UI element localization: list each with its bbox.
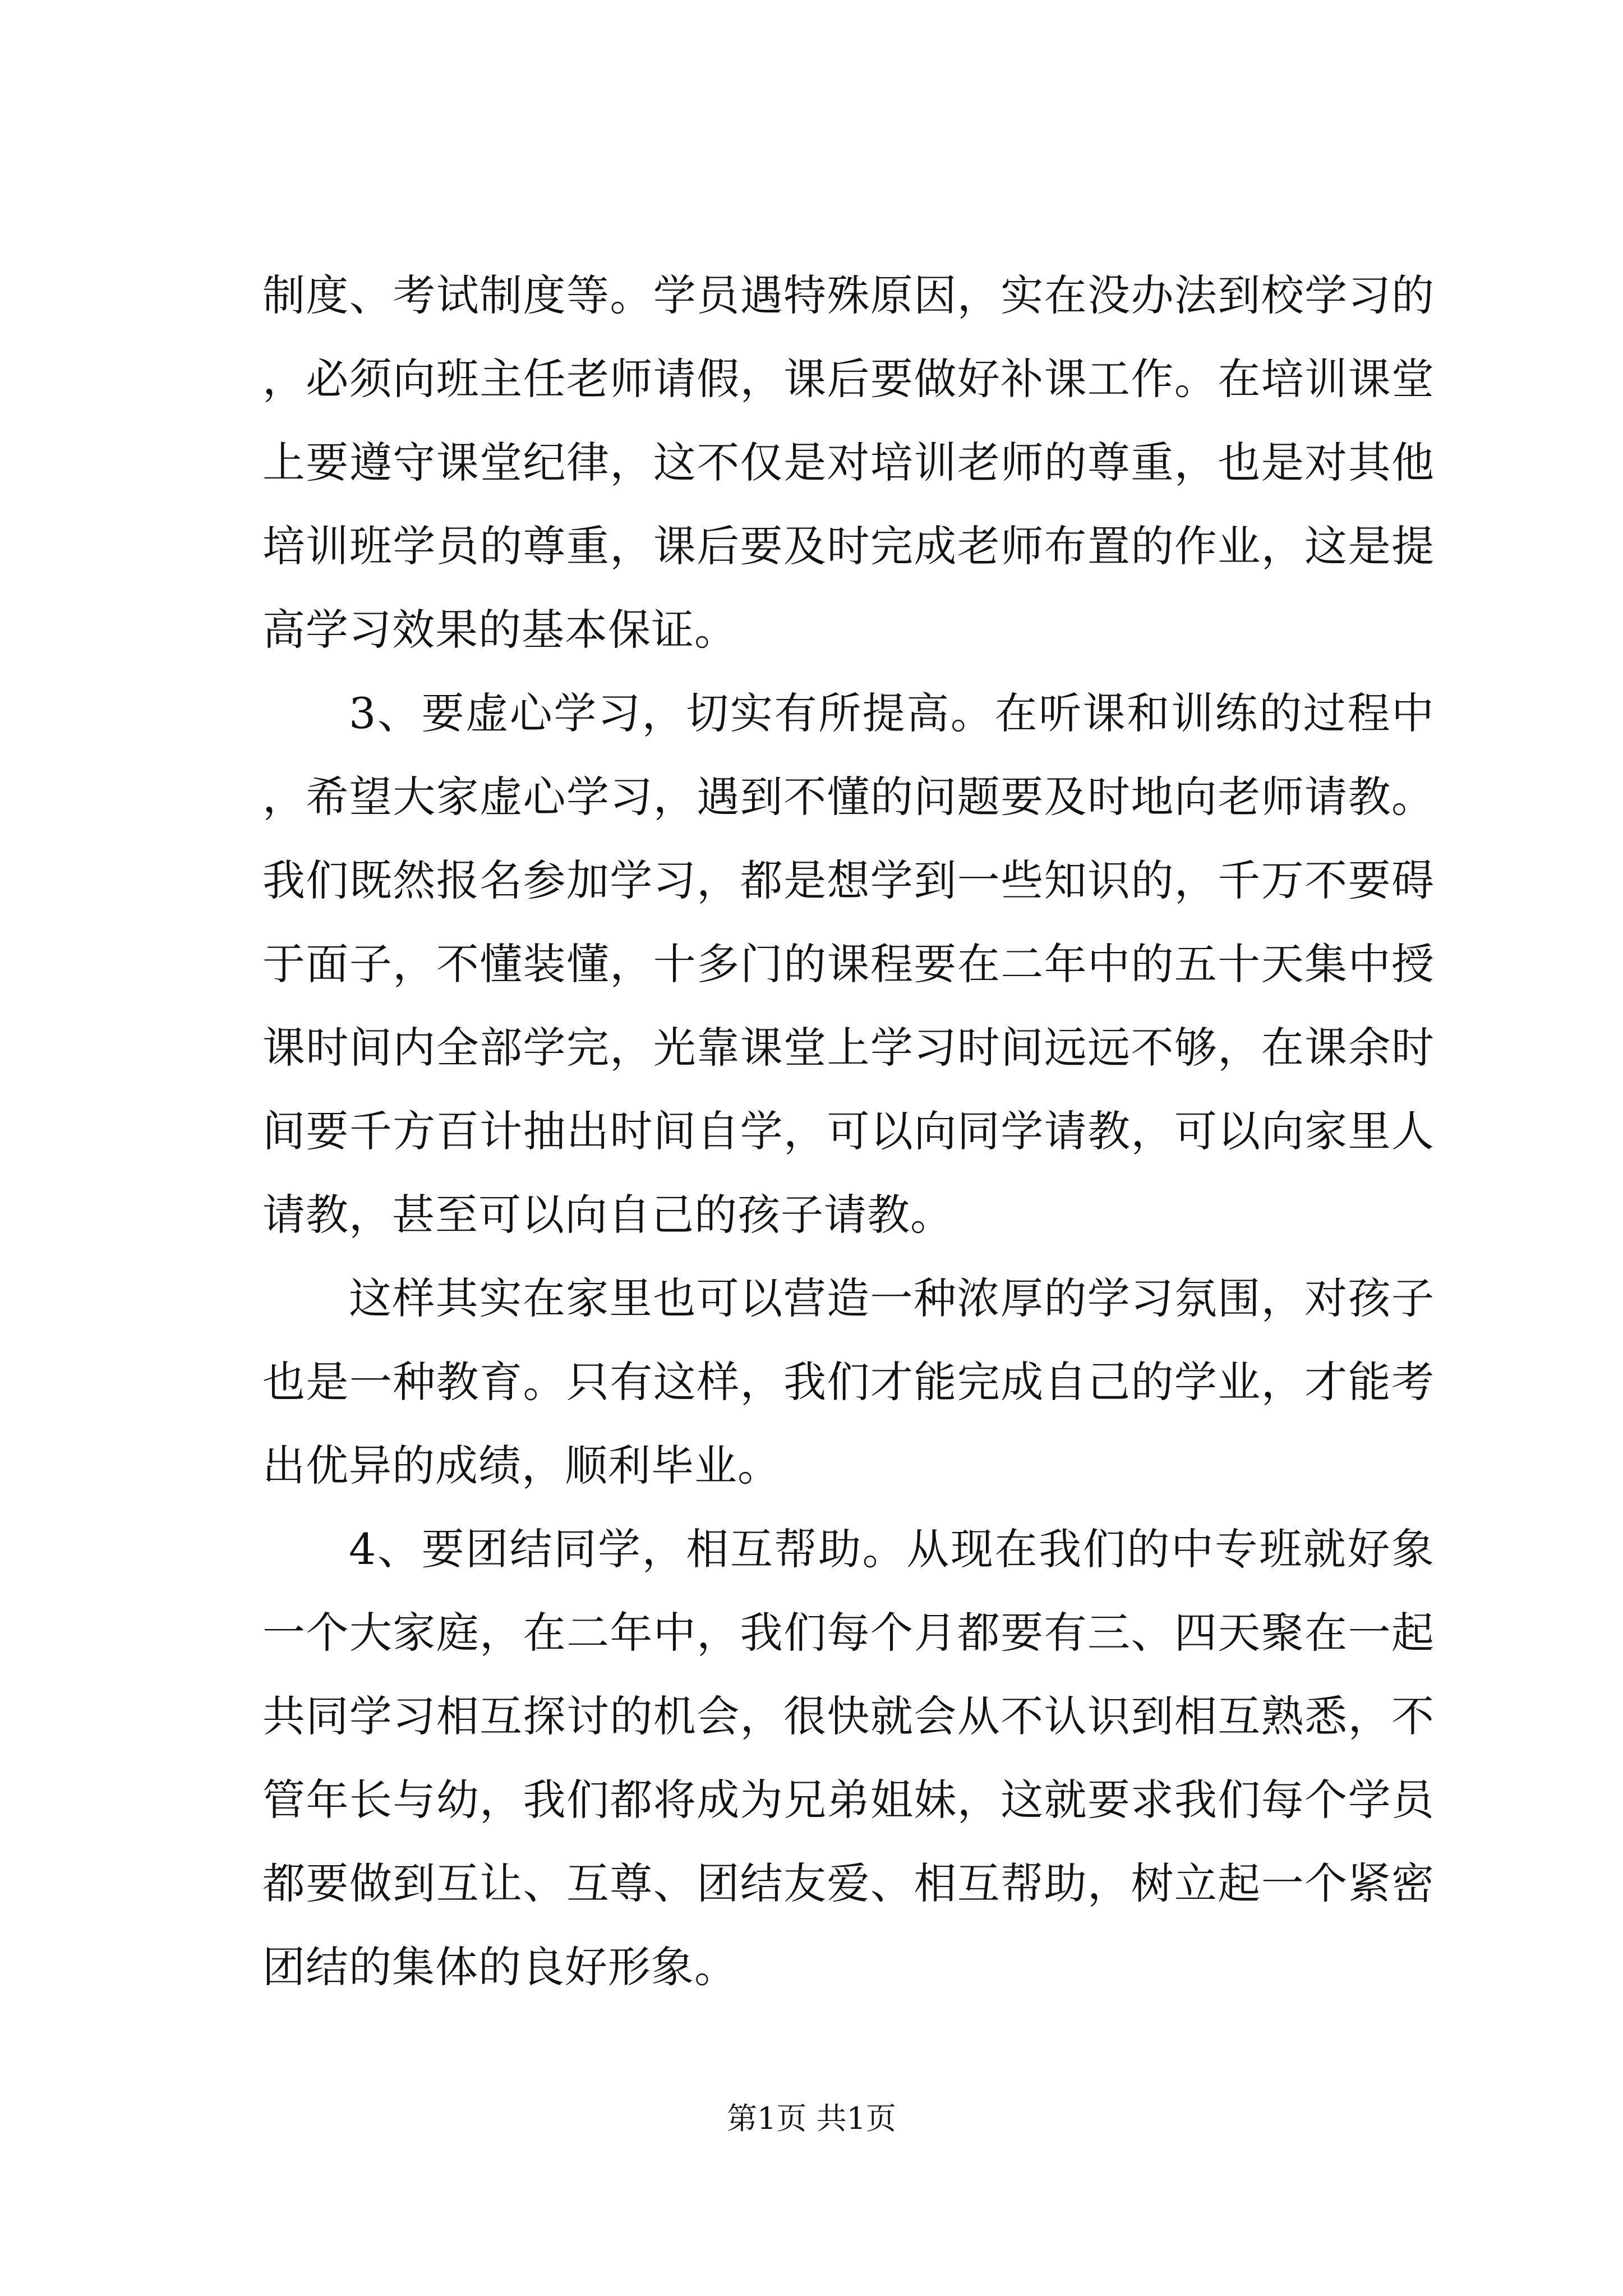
paragraph-item-3: 3、要虚心学习，切实有所提高。在听课和训练的过程中，希望大家虚心学习，遇到不懂的问题要及时地向老师请教。我们既然报名参加学习，都是想学到一些知识的，千万不要碍于面子，不懂装懂，十多门的课程要在二年中的五十天集中授课时间内全部学完，光靠课堂上学习时间远远不够，在课余时间要千方百计抽出时间自学，可以向同学请教，可以向家里人请教，甚至可以向自己的孩子请教。: [262, 688, 1435, 1240]
paragraph-note: 这样其实在家里也可以营造一种浓厚的学习氛围，对孩子也是一种教育。只有这样，我们才能完成自己的学业，才能考出优异的成绩，顺利毕业。: [262, 1273, 1435, 1490]
paragraph-continuation: 制度、考试制度等。学员遇特殊原因，实在没办法到校学习的，必须向班主任老师请假，课后要做好补课工作。在培训课堂上要遵守课堂纪律，这不仅是对培训老师的尊重，也是对其他培训班学员的尊重，课后要及时完成老师布置的作业，这是提高学习效果的基本保证。: [262, 270, 1435, 655]
page-footer: 第1页 共1页: [727, 2101, 896, 2136]
document-body: [262, 254, 1435, 2009]
paragraph-item-4: 4、要团结同学，相互帮助。从现在我们的中专班就好象一个大家庭，在二年中，我们每个月都要有三、四天聚在一起共同学习相互探讨的机会，很快就会从不认识到相互熟悉，不管年长与幼，我们都将成为兄弟姐妹，这就要求我们每个学员都要做到互让、互尊、团结友爱、相互帮助，树立起一个紧密团结的集体的良好形象。: [262, 1524, 1435, 1992]
